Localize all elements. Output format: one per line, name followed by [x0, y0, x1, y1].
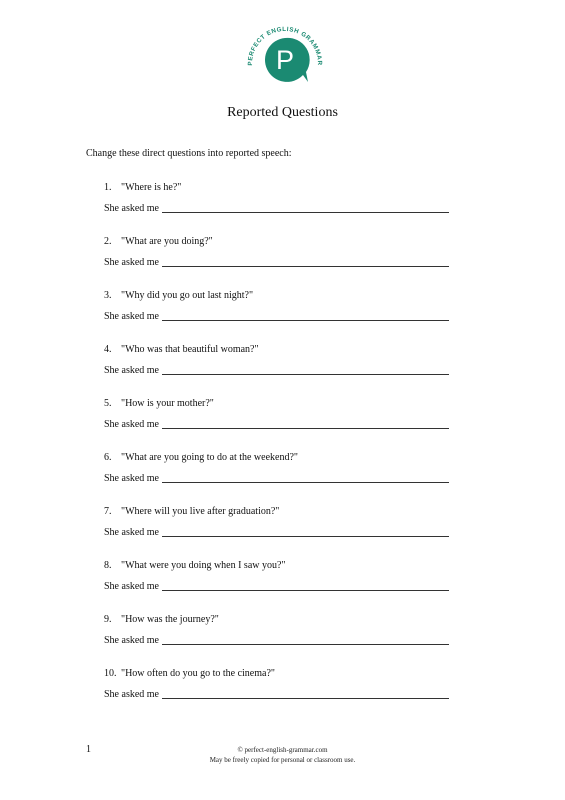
question-prompt [104, 181, 449, 194]
question-text: "Who was that beautiful woman?" [121, 344, 259, 355]
question-text: "What were you doing when I saw you?" [121, 560, 286, 571]
question-text: "How was the journey?" [121, 614, 219, 625]
question-prompt [104, 289, 449, 302]
answer-row [104, 580, 449, 593]
page-title: Reported Questions [227, 105, 338, 120]
answer-blank-line[interactable] [162, 319, 449, 321]
logo-ring-text: PERFECT ENGLISH GRAMMAR [246, 25, 324, 66]
answer-blank-line[interactable] [162, 697, 449, 699]
question-item [104, 343, 449, 397]
answer-blank-line[interactable] [162, 481, 449, 483]
question-number: 1. [104, 182, 112, 193]
question-text: "What are you doing?" [121, 236, 213, 247]
question-number: 7. [104, 506, 112, 517]
answer-blank-line[interactable] [162, 589, 449, 591]
question-prompt [104, 343, 449, 356]
question-item [104, 451, 449, 505]
answer-row [104, 472, 449, 485]
question-prompt [104, 235, 449, 248]
footer-copyright: © perfect-english-grammar.com [237, 746, 328, 754]
answer-prefix: She asked me [104, 581, 159, 592]
question-prompt [104, 667, 449, 680]
question-list [104, 181, 449, 721]
answer-prefix: She asked me [104, 689, 159, 700]
question-text: "Where is he?" [121, 182, 182, 193]
question-text: "Where will you live after graduation?" [121, 506, 280, 517]
question-number: 9. [104, 614, 112, 625]
answer-prefix: She asked me [104, 257, 159, 268]
question-text: "Why did you go out last night?" [121, 290, 254, 301]
question-text: "How is your mother?" [121, 398, 214, 409]
answer-row [104, 364, 449, 377]
answer-prefix: She asked me [104, 419, 159, 430]
question-item [104, 505, 449, 559]
answer-prefix: She asked me [104, 473, 159, 484]
instruction-text: Change these direct questions into reported speech: [86, 148, 292, 159]
page-number: 1 [86, 744, 91, 755]
answer-prefix: She asked me [104, 203, 159, 214]
answer-prefix: She asked me [104, 527, 159, 538]
question-number: 6. [104, 452, 112, 463]
perfect-english-grammar-logo [240, 14, 330, 104]
answer-prefix: She asked me [104, 311, 159, 322]
logo-letter: P [275, 45, 295, 75]
answer-row [104, 256, 449, 269]
question-prompt [104, 613, 449, 626]
question-text: "How often do you go to the cinema?" [121, 668, 275, 679]
question-item [104, 613, 449, 667]
question-prompt [104, 559, 449, 572]
answer-blank-line[interactable] [162, 373, 449, 375]
question-number: 4. [104, 344, 112, 355]
answer-blank-line[interactable] [162, 643, 449, 645]
question-number: 8. [104, 560, 112, 571]
answer-row [104, 418, 449, 431]
question-item [104, 397, 449, 451]
question-prompt [104, 505, 449, 518]
question-item [104, 559, 449, 613]
answer-row [104, 634, 449, 647]
answer-blank-line[interactable] [162, 211, 449, 213]
question-prompt [104, 397, 449, 410]
question-item [104, 667, 449, 721]
question-number: 2. [104, 236, 112, 247]
answer-blank-line[interactable] [162, 535, 449, 537]
footer [0, 745, 565, 765]
answer-prefix: She asked me [104, 635, 159, 646]
question-item [104, 181, 449, 235]
answer-prefix: She asked me [104, 365, 159, 376]
question-prompt [104, 451, 449, 464]
answer-blank-line[interactable] [162, 265, 449, 267]
answer-row [104, 202, 449, 215]
question-number: 5. [104, 398, 112, 409]
answer-blank-line[interactable] [162, 427, 449, 429]
question-item [104, 289, 449, 343]
question-number: 10. [104, 668, 117, 679]
question-text: "What are you going to do at the weekend?" [121, 452, 298, 463]
footer-note: May be freely copied for personal or classroom use. [209, 756, 356, 764]
question-item [104, 235, 449, 289]
answer-row [104, 310, 449, 323]
logo-badge-icon [240, 14, 330, 104]
question-number: 3. [104, 290, 112, 301]
answer-row [104, 526, 449, 539]
answer-row [104, 688, 449, 701]
